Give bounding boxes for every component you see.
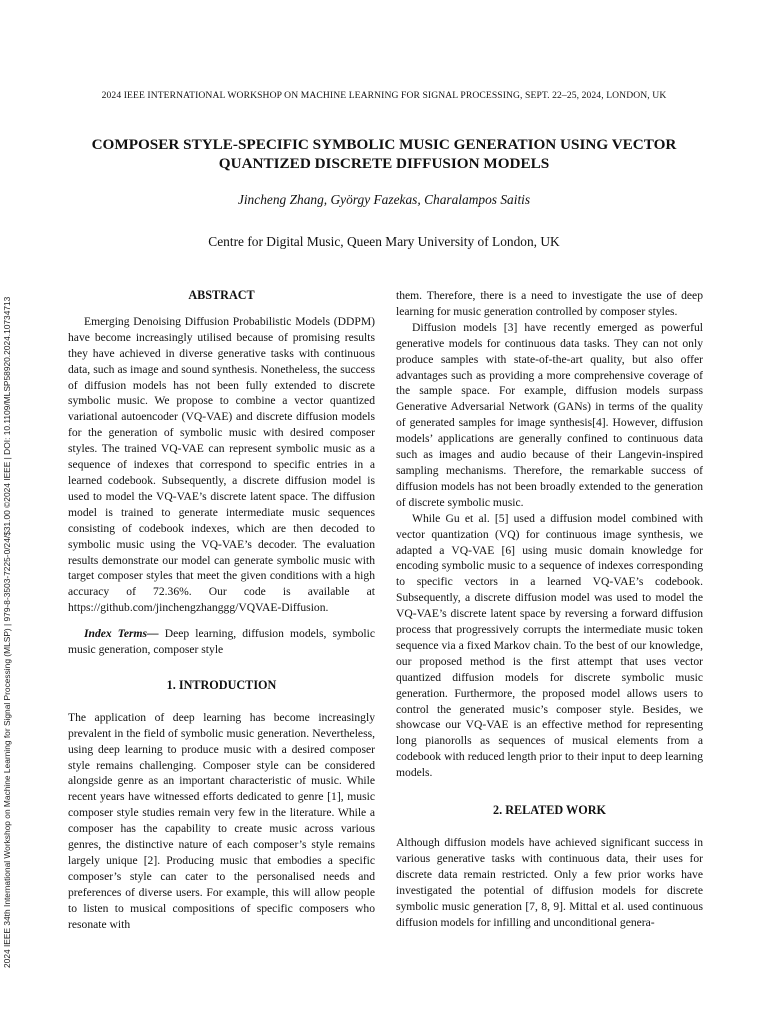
paper-authors: Jincheng Zhang, György Fazekas, Charalampos Saitis [237,192,531,207]
index-terms [68,626,375,658]
paper-affiliation: Centre for Digital Music, Queen Mary University of London, UK [208,234,560,249]
paper-title: COMPOSER STYLE-SPECIFIC SYMBOLIC MUSIC GENERATION USING VECTOR QUANTIZED DISCRETE DIFFUSION MODELS [91,136,677,172]
right-column [396,288,703,930]
abstract-text: Emerging Denoising Diffusion Probabilistic Models (DDPM) have become increasingly utilised because of promising results they have achieved in diverse generative tasks with continuous data, such as image and sound synthesis. Nonetheless, the success of diffusion models has not been fully extended to discrete symbolic music. We propose to combine a vector quantized variational autoencoder (VQ-VAE) and discrete diffusion models for the generation of symbolic music with desired composer styles. The trained VQ-VAE can represent symbolic music as a sequence of indexes that correspond to specific entries in a learned codebook. Subsequently, a discrete diffusion model is used to model the VQ-VAE’s discrete latent space. The diffusion model is trained to generate intermediate music sequences consisting of codebook indexes, which are then decoded to symbolic music using the VQ-VAE’s decoder. The evaluation results demonstrate our model can generate symbolic music with target composer styles that meet the given conditions with a high accuracy of 72.36%. Our code is available at https://github.com/jinchengzhanggg/VQVAE-Diffusion. [68,314,375,615]
introduction-paragraph-1: The application of deep learning has become increasingly prevalent in the field of symbolic music generation. Nevertheless, using deep learning to produce music with a desired composer style remains challenging. Composer style can be considered alongside genre as an important characteristic of music. While recent years have witnessed efforts dedicated to genre [1], music composer style studies remain very few in the literature. While a composer has the capability to create music across various genres, the distinctive nature of each composer’s style remains largely unique [2]. Producing music that embodies a specific composer’s style can cater to the personalised needs and preferences of diverse users. For example, this will allow people to listen to musical compositions of specific composers who resonate with [68,710,375,931]
related-work-paragraph-1: Although diffusion models have achieved significant success in various generative tasks with continuous data, their uses for discrete data remain restricted. Only a few prior works have investigated the potential of diffusion models for discrete symbolic music generation [7, 8, 9]. Mittal et al. used continuous diffusion models for infilling and unconditional genera- [396,836,703,929]
introduction-paragraph-1-continued: them. Therefore, there is a need to investigate the use of deep learning for music generation controlled by composer styles. [396,289,703,318]
abstract-heading: ABSTRACT [188,288,255,302]
related-work-heading: 2. RELATED WORK [493,803,606,818]
index-terms-label: Index Terms— [84,627,159,641]
index-terms-text: Deep learning, diffusion models, symbolic music generation, composer style [68,627,376,657]
introduction-paragraph-3: While Gu et al. [5] used a diffusion model combined with vector quantization (VQ) for continuous image synthesis, we adapted a VQ-VAE [6] using music domain knowledge for encoding symbolic music to a sequence of indexes corresponding to specific vectors in a learned VQ-VAE’s codebook. Subsequently, a discrete diffusion model was used to model the VQ-VAE’s discrete latent space by reversing a forward diffusion process that progressively corrupts the intermediate music token sequence via a fixed Markov chain. To the best of our knowledge, our proposed method is the first attempt that uses vector quantized diffusion models for discrete symbolic music generation. Furthermore, the proposed model allows users to control the generated music’s composer style. Besides, we showcase our VQ-VAE is an effective method for representing long pianorolls as sequences of musical elements from a codebook with reduced length prior to their input to deep learning models. [396,511,703,780]
introduction-heading: 1. INTRODUCTION [166,677,277,692]
left-column [68,288,375,933]
doi-side-note: 2024 IEEE 34th International Workshop on Machine Learning for Signal Processing (MLSP) | 979-8-3503-7225-0/24/$31.00 ©2024 IEEE | DOI: 10.1109/MLSP58920.2024.10734713 [2,296,12,968]
introduction-paragraph-2: Diffusion models [3] have recently emerged as powerful generative models for continuous data tasks. They can not only produce samples with state-of-the-art quality, but also offer advantages such as providing a more comprehensive coverage of the sample space. For example, diffusion models surpass Generative Adversarial Network (GANs) in terms of the quality of generated samples for image synthesis[4]. However, diffusion models’ applications are generally confined to continuous data such as images and audio because of their Langevin-inspired sampling mechanisms. Therefore, the remarkable success of diffusion models has not been broadly extended to the generation of discrete symbolic music. [396,320,703,509]
conference-header: 2024 IEEE INTERNATIONAL WORKSHOP ON MACHINE LEARNING FOR SIGNAL PROCESSING, SEPT. 22–25, 2024, LONDON, UK [101,90,667,101]
